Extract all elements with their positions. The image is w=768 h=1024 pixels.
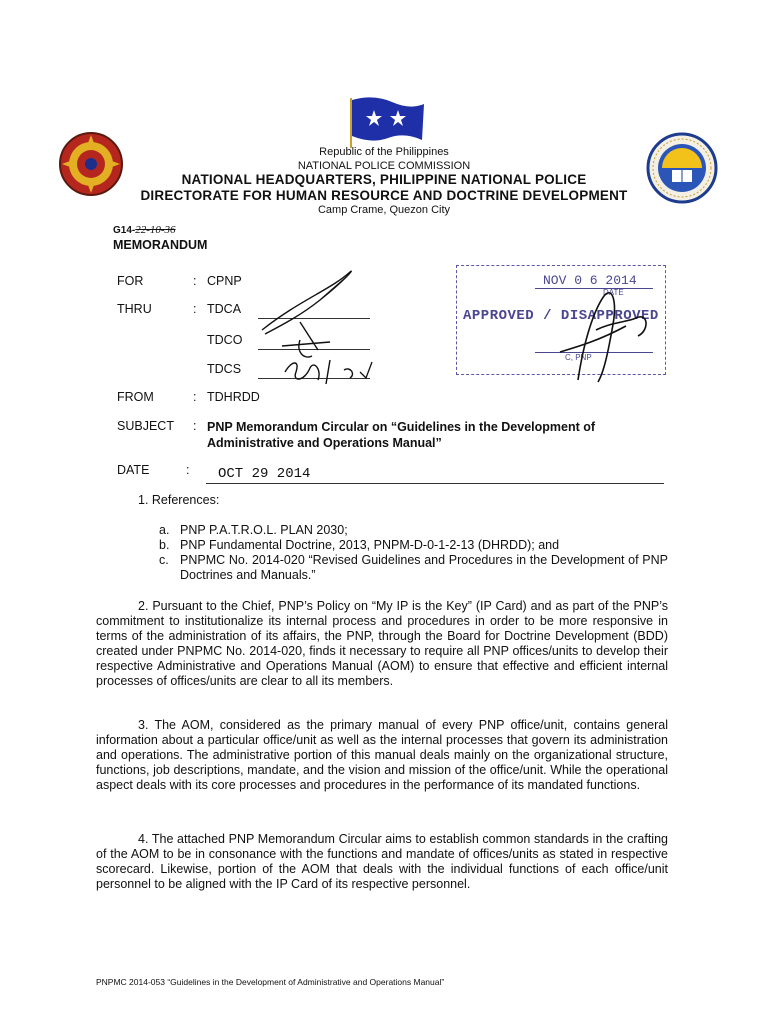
stamp-date-label: DATE [603, 288, 624, 297]
ref-a-text: PNP P.A.T.R.O.L. PLAN 2030; [180, 523, 348, 537]
footer-reference: PNPMC 2014-053 “Guidelines in the Development of Administrative and Operations Manual” [96, 977, 445, 987]
ref-c-text: PNPMC No. 2014-020 “Revised Guidelines and Procedures in the Development of PNP Doctrines and Manuals.” [180, 553, 668, 582]
subject-label: SUBJECT [117, 419, 174, 433]
paragraph-3: 3. The AOM, considered as the primary manual of every PNP office/unit, contains general information about a particular office/unit as well as the internal processes that govern its administration and operations. The administrative portion of this manual deals mainly on the organizational structure, functions, job descriptions, mandate, and the vision and mission of the office/unit. While the operational aspect deals with its core processes and procedures in the performance of its mandated functions. [96, 718, 668, 792]
references-heading: 1. References: [138, 493, 220, 507]
philippine-flag-icon [344, 96, 426, 148]
thru-colon: : [193, 302, 197, 316]
stamp-status: APPROVED / DISAPPROVED [463, 308, 659, 324]
control-prefix: G14- [113, 225, 136, 236]
for-value: CPNP [207, 274, 242, 288]
from-colon: : [193, 390, 197, 404]
header-directorate: DIRECTORATE FOR HUMAN RESOURCE AND DOCTRINE DEVELOPMENT [140, 188, 628, 203]
stamp-date: NOV 0 6 2014 [543, 273, 637, 288]
tdco-signature-line [258, 349, 370, 350]
ref-a-letter: a. [159, 523, 170, 537]
paragraph-4: 4. The attached PNP Memorandum Circular aims to establish common standards in the crafting of the AOM to be in consonance with the functions and mandate of offices/units as stated in respective scorecard. Likewise, portion of the AOM that deals with the individual functions of each office/unit personnel to be aligned with the IP Card of its respective personnel. [96, 832, 668, 891]
header-nhq: NATIONAL HEADQUARTERS, PHILIPPINE NATIONAL POLICE [181, 172, 587, 187]
tdca-signature [262, 271, 351, 334]
date-rule [206, 483, 664, 484]
memo-title: MEMORANDUM [113, 238, 208, 252]
tdcs-signature-line [258, 378, 370, 379]
approval-stamp [456, 265, 666, 375]
from-label: FROM [117, 390, 154, 404]
subject-value: PNP Memorandum Circular on “Guidelines in the Development of Administrative and Operations Manual” [207, 420, 596, 450]
ref-b-text: PNP Fundamental Doctrine, 2013, PNPM-D-0-1-2-13 (DHRDD); and [180, 538, 560, 552]
ref-b-letter: b. [159, 538, 170, 552]
thru-label: THRU [117, 302, 152, 316]
for-label: FOR [117, 274, 144, 288]
control-number [113, 224, 176, 236]
thru-tdcs: TDCS [207, 362, 242, 376]
tdca-signature-line [258, 318, 370, 319]
stamp-date-line [535, 288, 653, 289]
thru-tdca: TDCA [207, 302, 242, 316]
stamp-signature-line [535, 352, 653, 353]
from-value: TDHRDD [207, 390, 260, 404]
paragraph-2: 2. Pursuant to the Chief, PNP’s Policy on “My IP is the Key” (IP Card) and as part of the PNP’s commitment to institutionalize its internal process and procedures in order to be more responsive in terms of the administration of its affairs, the PNP, through the Board for Doctrine Development (BDD) created under PNPMC No. 2014-020, finds it necessary to require all PNP offices/units to develop their respective Administrative and Operations Manual (AOM) to ensure that effective and efficient internal processes of offices/units are clear to all its members. [96, 599, 668, 688]
header-location: Camp Crame, Quezon City [317, 204, 451, 216]
control-handwritten: 22-10-36 [135, 224, 176, 236]
header-napolcom: NATIONAL POLICE COMMISSION [297, 160, 471, 172]
ref-c-letter: c. [159, 553, 169, 567]
header-republic: Republic of the Philippines [319, 146, 449, 158]
date-label: DATE [117, 463, 150, 477]
tdco-signature [282, 322, 330, 357]
date-stamp-value: OCT 29 2014 [218, 466, 311, 482]
tdcs-check-mark [360, 362, 372, 378]
subject-colon: : [193, 419, 197, 433]
thru-tdco: TDCO [207, 333, 243, 347]
tdcs-signature [285, 360, 352, 384]
stamp-signer: C, PNP [565, 353, 592, 362]
date-colon: : [186, 463, 190, 477]
for-colon: : [193, 274, 197, 288]
